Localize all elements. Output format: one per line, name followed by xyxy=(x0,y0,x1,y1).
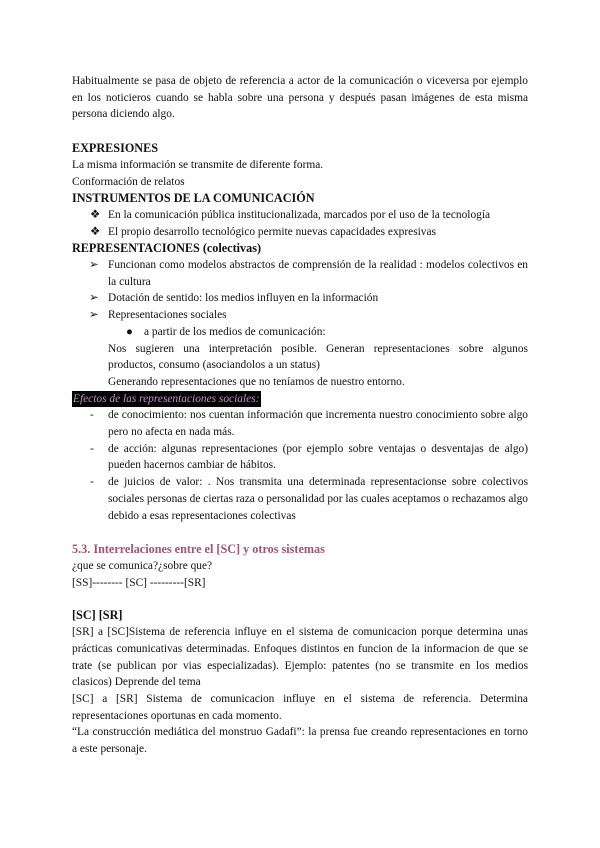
list-item xyxy=(72,407,528,440)
list-item-text: En la comunicación pública institucionalizada, marcados por el uso de la tecnología xyxy=(108,208,491,221)
list-item xyxy=(72,307,528,324)
scsr-paragraph: [SR] a [SC]Sistema de referencia influye en el sistema de comunicacion porque determina unas prácticas comunicativas determinadas. Enfoques distintos en funcion de la informacion de que se trate (se publican por vias especializadas). Ejemplo: patentes (no se transmite en los medios clasicos) Deprende del tema xyxy=(72,626,528,689)
list-item xyxy=(72,207,528,224)
sub-list-item-text: a partir de los medios de comunicación: xyxy=(144,325,326,338)
arrow-bullet-icon: ➢ xyxy=(89,292,99,305)
list-item-text: de juicios de valor: . Nos transmita una determinada representacionse sobre colectivos sociales personas de ciertas raza o personalidad por las cuales aceptamos o rechazamos algo debido a esas representaciones colectivas xyxy=(108,476,528,522)
list-item-text: de acción: algunas representaciones (por ejemplo sobre ventajas o desventajas de algo) pueden hacernos cambiar de hábitos. xyxy=(108,442,528,472)
expresiones-line: La misma información se transmite de diferente forma. xyxy=(72,158,324,171)
list-item-text: de conocimiento: nos cuentan información que incrementa nuestro conocimiento sobre algo pero no afecta en nada más. xyxy=(108,409,528,439)
diamond-bullet-icon: ❖ xyxy=(90,208,101,221)
efectos-heading: Efectos de las representaciones sociales: xyxy=(72,391,261,408)
systems-diagram-line: [SS]-------- [SC] ---------[SR] xyxy=(72,576,206,589)
dash-bullet-icon: - xyxy=(90,442,94,455)
document-body xyxy=(72,73,528,758)
scsr-paragraph: [SC] a [SR] Sistema de comunicacion influye en el sistema de referencia. Determina representaciones oportunas en cada momento. xyxy=(72,692,528,722)
spacer xyxy=(72,591,528,607)
list-item xyxy=(72,257,528,290)
list-item-text: Representaciones sociales xyxy=(108,309,227,322)
efectos-heading-line xyxy=(72,391,528,408)
list-item-text: Dotación de sentido: los medios influyen en la información xyxy=(108,292,379,305)
expresiones-line: Conformación de relatos xyxy=(72,175,185,188)
list-item-text: El propio desarrollo tecnológico permite nuevas capacidades expresivas xyxy=(108,225,436,238)
representaciones-note: Generando representaciones que no teníamos de nuestro entorno. xyxy=(108,375,405,388)
list-item xyxy=(72,224,528,241)
scsr-paragraph: “La construcción mediática del monstruo Gadafi”: la prensa fue creando representaciones en torno a este personaje. xyxy=(72,726,528,756)
list-item-text: Funcionan como modelos abstractos de comprensión de la realidad : modelos colectivos en la cultura xyxy=(108,259,528,288)
representaciones-heading: REPRESENTACIONES (colectivas) xyxy=(72,241,262,256)
section-question: ¿que se comunica?¿sobre que? xyxy=(72,559,213,572)
diamond-bullet-icon: ❖ xyxy=(90,225,101,238)
round-bullet-icon: ● xyxy=(126,325,133,338)
expresiones-heading: EXPRESIONES xyxy=(72,141,159,156)
list-item xyxy=(72,441,528,474)
arrow-bullet-icon: ➢ xyxy=(89,259,99,272)
dash-bullet-icon: - xyxy=(90,409,94,422)
sub-list-item xyxy=(72,324,528,341)
scsr-heading: [SC] [SR] xyxy=(72,608,123,623)
list-item xyxy=(72,474,528,524)
section-title: 5.3. Interrelaciones entre el [SC] y otros sistemas xyxy=(72,542,325,557)
intro-paragraph: Habitualmente se pasa de objeto de referencia a actor de la comunicación o viceversa por ejemplo en los noticieros cuando se habla sobre una persona y después pasan imágenes de esta misma persona diciendo algo. xyxy=(72,75,528,121)
representaciones-note: Nos sugieren una interpretación posible. Generan representaciones sobre algunos productos, consumo (asociandolos a un status) xyxy=(108,342,528,372)
dash-bullet-icon: - xyxy=(90,476,94,489)
instrumentos-heading: INSTRUMENTOS DE LA COMUNICACIÓN xyxy=(72,191,315,206)
list-item xyxy=(72,290,528,307)
arrow-bullet-icon: ➢ xyxy=(89,309,99,322)
